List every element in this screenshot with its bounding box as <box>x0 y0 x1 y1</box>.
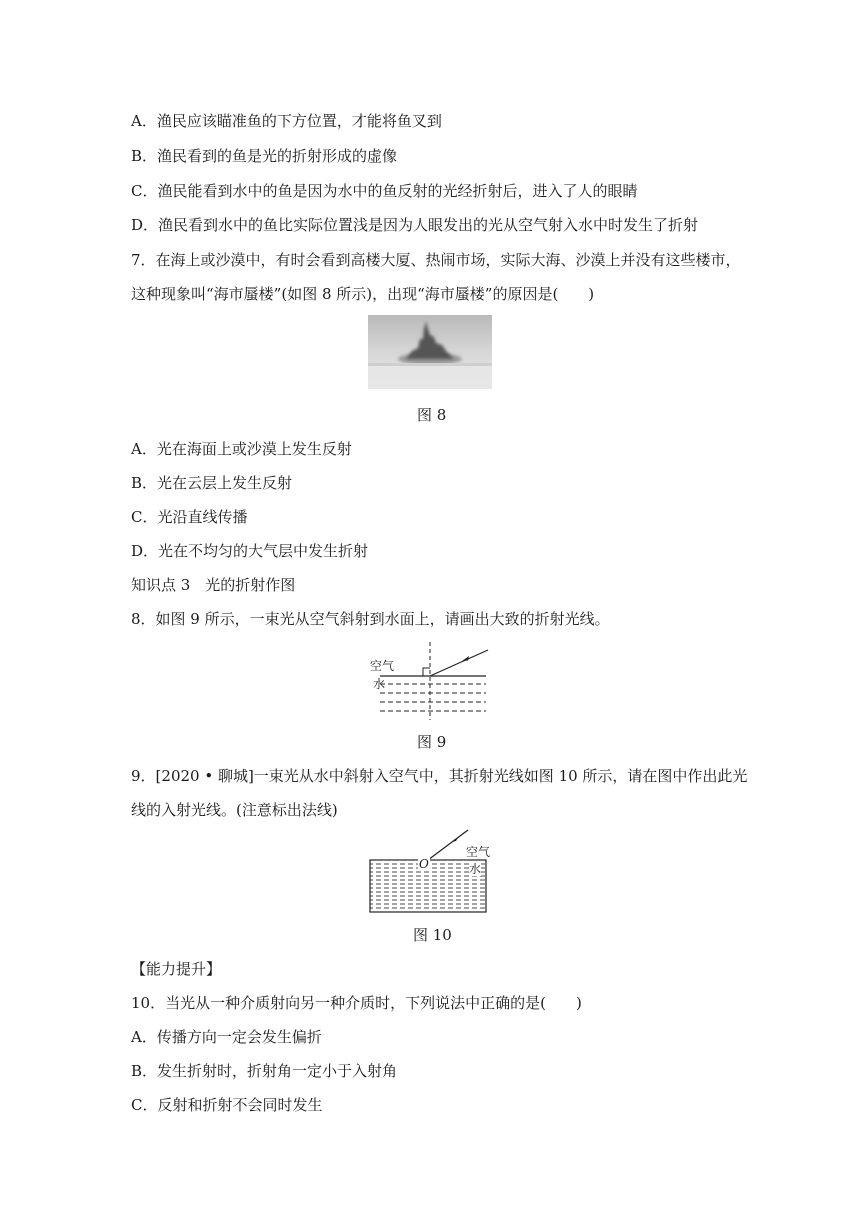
q7-option-a: A．光在海面上或沙漠上发生反射 <box>131 440 352 458</box>
figure-10-label-o: O <box>419 857 429 871</box>
q6-option-b: B．渔民看到的鱼是光的折射形成的虚像 <box>131 147 398 165</box>
figure-10-caption: 图 10 <box>413 926 452 944</box>
q7-option-b: B．光在云层上发生反射 <box>131 474 293 492</box>
q10-option-b: B．发生折射时，折射角一定小于入射角 <box>131 1062 398 1080</box>
ability-title: 【能力提升】 <box>131 960 222 978</box>
section-3-title: 知识点 3 光的折射作图 <box>131 576 296 594</box>
figure-9-diagram <box>368 640 492 722</box>
figure-9-label-water: 水 <box>373 677 386 691</box>
q10-option-c: C．反射和折射不会同时发生 <box>131 1096 323 1114</box>
figure-10-label-air: 空气 <box>466 845 491 859</box>
q10-stem: 10．当光从一种介质射向另一种介质时，下列说法中正确的是( ) <box>131 994 582 1012</box>
q7-stem-line2: 这种现象叫“海市蜃楼”(如图 8 所示)，出现“海市蜃楼”的原因是( ) <box>131 285 595 303</box>
figure-10-label-water: 水 <box>469 862 482 876</box>
q8-stem: 8．如图 9 所示，一束光从空气斜射到水面上，请画出大致的折射光线。 <box>131 610 610 628</box>
q9-stem-line1: 9．[2020 • 聊城]一束光从水中斜射入空气中，其折射光线如图 10 所示，请在图中作出此光 <box>131 767 748 785</box>
mirage-photo <box>368 315 492 389</box>
q6-option-d: D．渔民看到水中的鱼比实际位置浅是因为人眼发出的光从空气射入水中时发生了折射 <box>131 216 699 234</box>
figure-8-caption: 图 8 <box>417 406 447 424</box>
q10-option-a: A．传播方向一定会发生偏折 <box>131 1028 322 1046</box>
q9-stem-line2: 线的入射光线。(注意标出法线) <box>131 801 338 819</box>
q6-option-c: C．渔民能看到水中的鱼是因为水中的鱼反射的光经折射后，进入了人的眼睛 <box>131 182 638 200</box>
q6-option-a: A．渔民应该瞄准鱼的下方位置，才能将鱼叉到 <box>131 112 442 130</box>
q7-stem-line1: 7．在海上或沙漠中，有时会看到高楼大厦、热闹市场，实际大海、沙漠上并没有这些楼市， <box>131 251 741 269</box>
q7-option-d: D．光在不均匀的大气层中发生折射 <box>131 542 369 560</box>
q7-option-c: C．光沿直线传播 <box>131 508 248 526</box>
figure-9-label-air: 空气 <box>370 659 395 673</box>
figure-9-caption: 图 9 <box>417 733 447 751</box>
